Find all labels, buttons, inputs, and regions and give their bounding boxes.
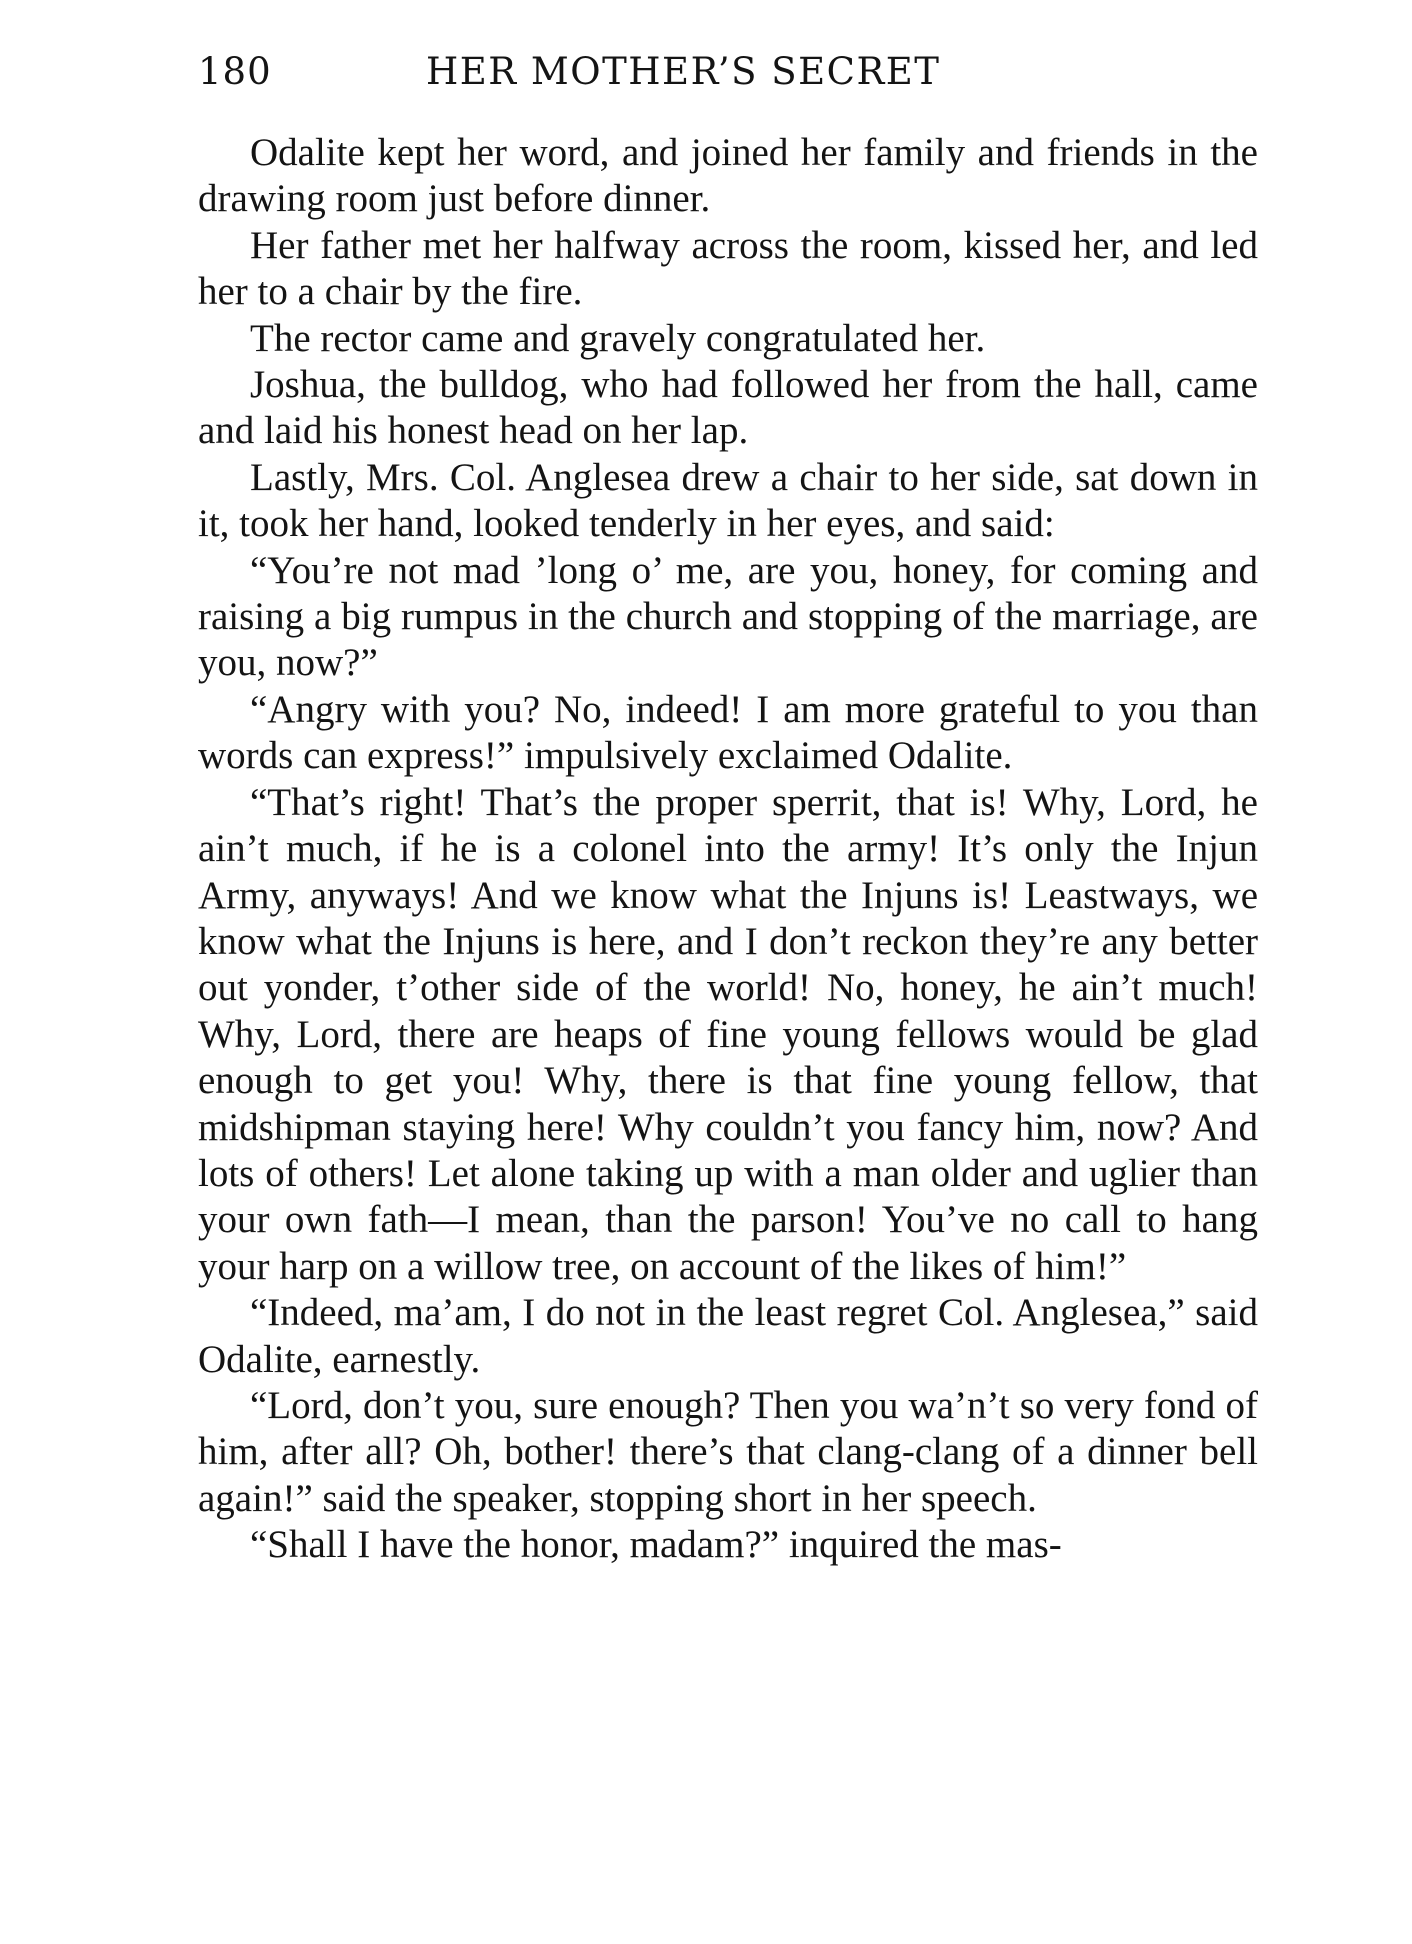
page-text: [198, 130, 1258, 1569]
paragraph: Joshua, the bulldog, who had followed her from the hall, came and laid his honest head on her lap.: [198, 363, 1258, 453]
page-header: [198, 42, 1258, 102]
paragraph: Lastly, Mrs. Col. Anglesea drew a chair to her side, sat down in it, took her hand, looked tenderly in her eyes, and said:: [198, 455, 1258, 546]
paragraph: “Shall I have the honor, madam?” inquired the mas-: [250, 1523, 1062, 1567]
paragraph: The rector came and gravely congratulated her.: [250, 316, 986, 360]
paragraph: Odalite kept her word, and joined her family and friends in the drawing room just before dinner.: [198, 131, 1258, 221]
paragraph: “Indeed, ma’am, I do not in the least regret Col. Anglesea,” said Odalite, earnestly.: [198, 1291, 1258, 1381]
page-number: 180: [198, 50, 272, 93]
paragraph: “You’re not mad ’long o’ me, are you, honey, for coming and raising a big rumpus in the church and stopping of the marriage, are you, now?”: [198, 548, 1258, 685]
paragraph: Her father met her halfway across the room, kissed her, and led her to a chair by the fire.: [198, 223, 1258, 314]
paragraph: “Lord, don’t you, sure enough? Then you wa’n’t so very fond of him, after all? Oh, bother! there’s that clang-clang of a dinner bell again!” said the speaker, stopping short in her speech.: [198, 1383, 1258, 1520]
paragraph: “Angry with you? No, indeed! I am more grateful to you than words can express!” impulsively exclaimed Odalite.: [198, 687, 1258, 778]
running-title: HER MOTHER’S SECRET: [426, 50, 941, 93]
paragraph: “That’s right! That’s the proper sperrit, that is! Why, Lord, he ain’t much, if he is a colonel into the army! It’s only the Injun Army, anyways! And we know what the Injuns is! Leastways, we know what the Injuns is here, and I don’t reckon they’re any better out yonder, t’other side of the world! No, honey, he ain’t much! Why, Lord, there are heaps of fine young fellows would be glad enough to get you! Why, there is that fine young fellow, that midshipman staying here! Why couldn’t you fancy him, now? And lots of others! Let alone taking up with a man older and uglier than your own fath—I mean, than the parson! You’ve no call to hang your harp on a willow tree, on account of the likes of him!”: [198, 780, 1258, 1288]
